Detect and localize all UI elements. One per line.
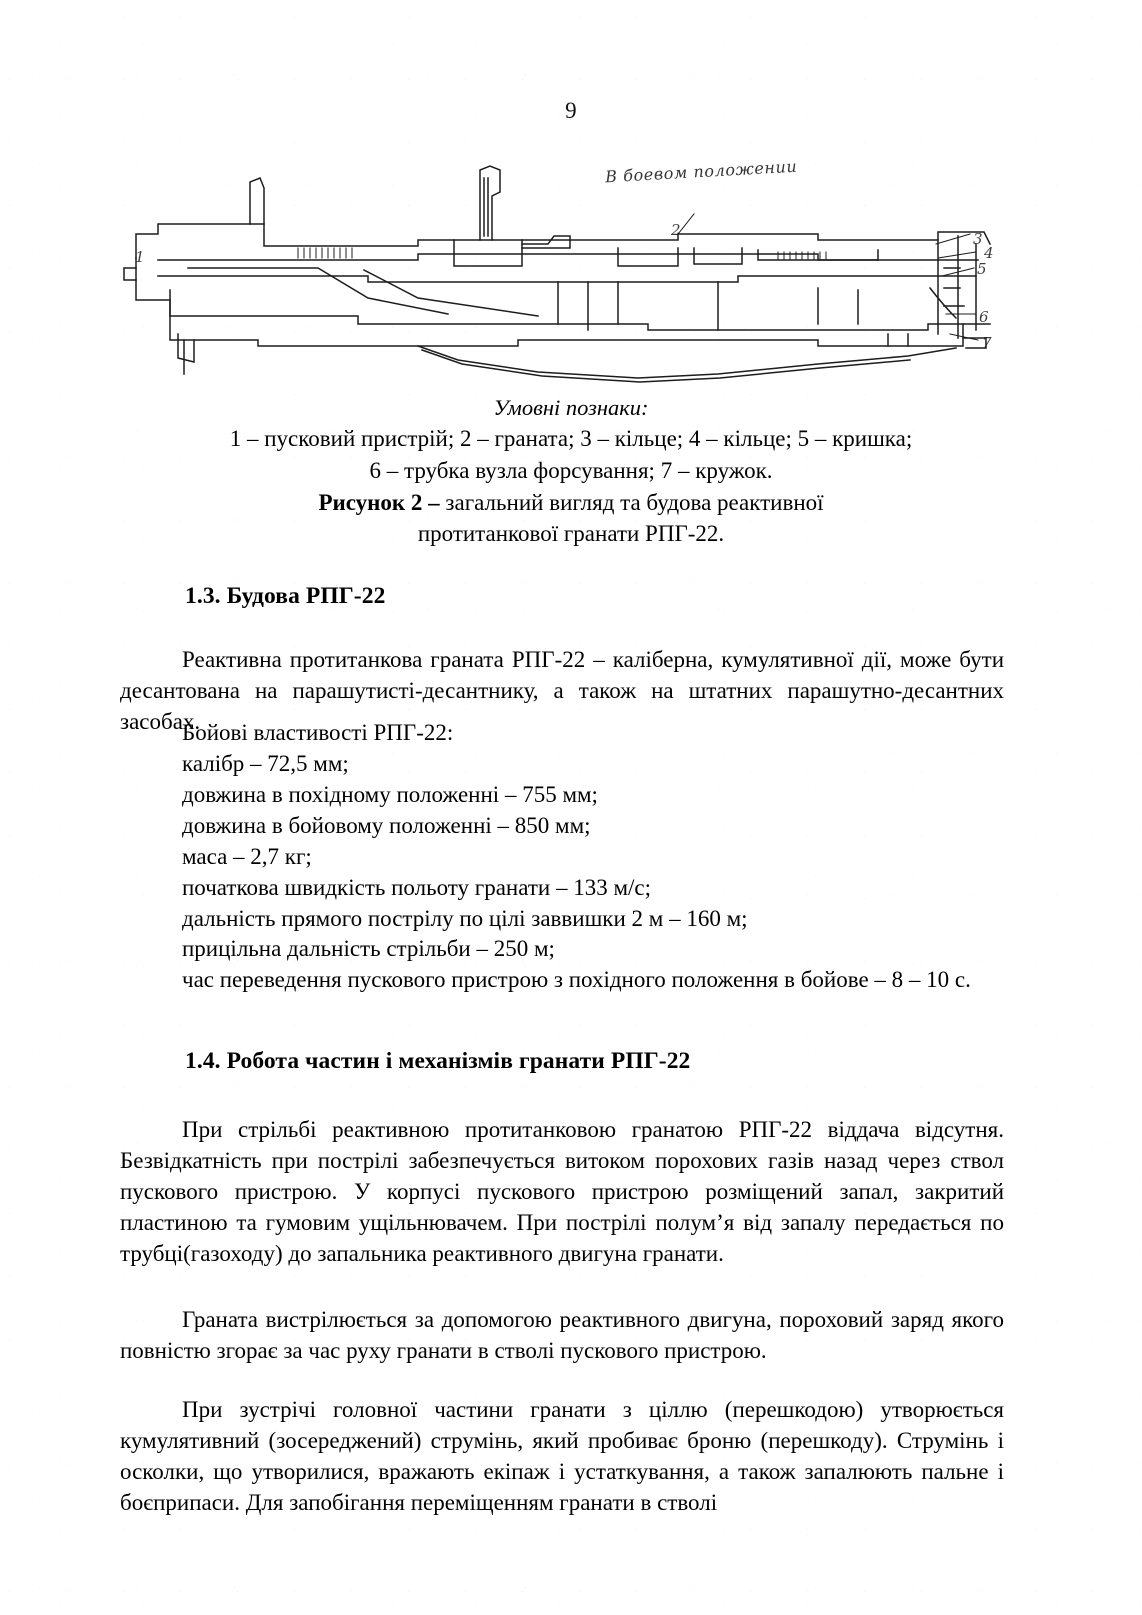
spec-list-title: Бойові властивості РПГ-22: (182, 720, 454, 745)
spec-item-mass: маса – 2,7 кг; (182, 843, 312, 869)
figure-callout-1: 1 (135, 248, 145, 266)
caption-legend-line-2: 6 – трубка вузла форсування; 7 – кружок. (369, 457, 773, 483)
caption-figure-title-line-2: протитанкової гранати РПГ-22. (417, 521, 725, 547)
section-1-3-intro-paragraph: Реактивна протитанкова граната РПГ-22 – каліберна, кумулятивної дії, може бути десантована на парашутисті-десантнику, а також на штатних парашутно-десантних засобах. (120, 647, 1004, 734)
figure-callout-4: 4 (984, 244, 994, 262)
section-heading-1-4: 1.4. Робота частин і механізмів гранати РПГ-22 (185, 1047, 691, 1074)
spec-item-caliber: калібр – 72,5 мм; (182, 750, 349, 776)
page-number: 9 (565, 98, 577, 123)
spec-item-aimed-range: прицільна дальність стрільби – 250 м; (182, 936, 555, 962)
spec-item-initial-velocity: початкова швидкість польоту гранати – 133 м/с; (182, 874, 651, 900)
rpg22-technical-drawing (118, 148, 1024, 388)
caption-figure-title-text: загальний вигляд та будова реактивної (445, 489, 824, 515)
figure-callout-6: 6 (979, 308, 989, 326)
spec-item-length-travel: довжина в похідному положенні – 755 мм; (182, 781, 598, 807)
section-heading-1-3: 1.3. Будова РПГ-22 (185, 582, 386, 609)
section-1-4-paragraph-3: При зустрічі головної частини гранати з ціллю (перешкодою) утворюється кумулятивний (зосереджений) струмінь, який пробиває броню (перешкоду). Струмінь і осколки, що утворилися, вражають екіпаж і устаткування, а також запалюють пальне і боєприпаси. Для запобігання переміщенням гранати в стволі (120, 1397, 1004, 1515)
section-1-4-paragraph-2: Граната вистрілюється за допомогою реактивного двигуна, пороховий заряд якого повністю згорає за час руху гранати в стволі пускового пристрою. (120, 1307, 1004, 1363)
figure-rpg22-diagram (118, 148, 1024, 388)
spec-item-direct-shot-range: дальність прямого пострілу по цілі заввишки 2 м – 160 м; (182, 905, 748, 931)
figure-handwritten-note: В боевом положении (604, 156, 798, 187)
figure-callout-5: 5 (977, 260, 987, 278)
caption-legend-title: Умовні познаки: (493, 395, 649, 420)
figure-caption (118, 392, 1024, 550)
spec-item-transition-time: час переведення пускового пристрою з похідного положення в бойове – 8 – 10 с. (182, 967, 971, 993)
caption-figure-label: Рисунок 2 – (318, 489, 446, 515)
caption-figure-title-line-1 (118, 487, 1024, 519)
caption-legend-line-1: 1 – пусковий пристрій; 2 – граната; 3 – кільце; 4 – кільце; 5 – кришка; (229, 426, 913, 452)
section-1-4-paragraph-1: При стрільбі реактивною протитанковою гранатою РПГ-22 віддача відсутня. Безвідкатність при пострілі забезпечується витоком порохових газів назад через ствол пускового пристрою. У корпусі пускового пристрою розміщений запал, закритий пластиною та гумовим ущільнювачем. При пострілі полум’я від запалу передається по трубці(газоходу) до запальника реактивного двигуна гранати. (120, 1117, 1004, 1266)
figure-callout-3: 3 (973, 230, 983, 248)
combat-properties-list (120, 718, 1004, 996)
figure-callout-2: 2 (671, 221, 681, 239)
figure-callout-7: 7 (982, 334, 992, 352)
spec-item-length-combat: довжина в бойовому положенні – 850 мм; (182, 812, 591, 838)
